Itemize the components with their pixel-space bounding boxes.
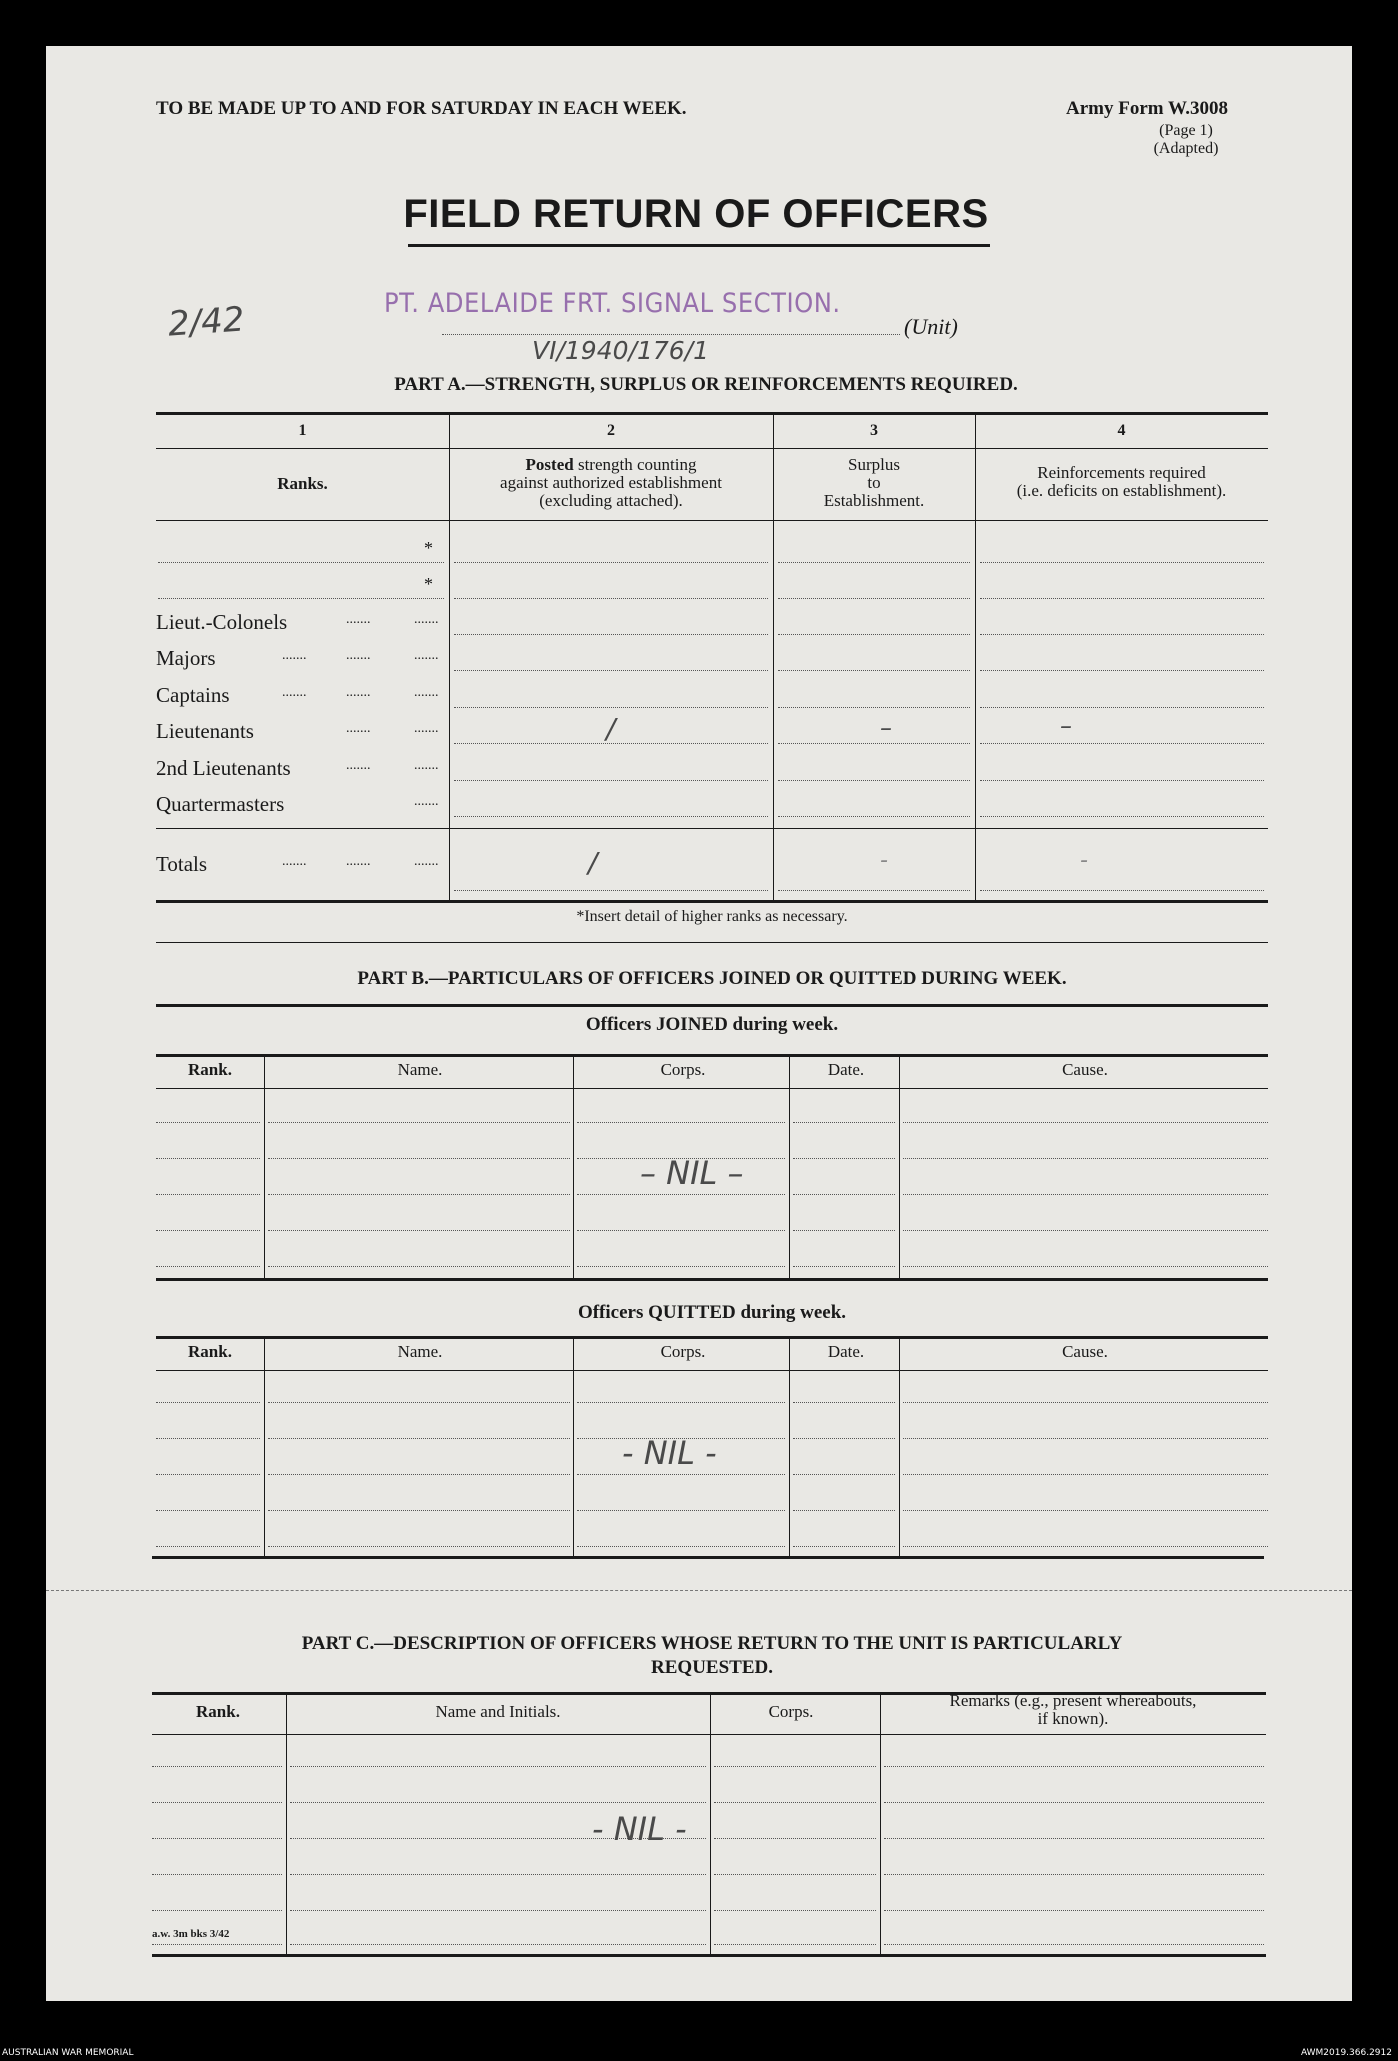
- reinforcements-header-line2: (i.e. deficits on establishment).: [1016, 481, 1227, 500]
- rank-dots: .......: [282, 648, 307, 663]
- dotted-row-line: [980, 780, 1264, 781]
- dotted-row-line: [778, 634, 970, 635]
- dotted-row-line: [793, 1510, 895, 1511]
- dotted-row-line: [903, 1266, 1268, 1267]
- part-c-col-rank: Rank.: [196, 1702, 240, 1721]
- dotted-row-line: [793, 1158, 895, 1159]
- part-c-header-rule: [152, 1734, 1266, 1735]
- dotted-row-line: [793, 1122, 895, 1123]
- page-label: (Page 1): [1159, 122, 1213, 139]
- dotted-row-line: [778, 780, 970, 781]
- col-number-1: 1: [298, 422, 307, 439]
- joined-col-rank: Rank.: [188, 1060, 232, 1079]
- reinforcements-header: [975, 464, 1268, 500]
- dotted-row-line: [454, 707, 768, 708]
- posted-header-line2: against authorized establishment: [500, 473, 722, 492]
- ranks-header: Ranks.: [277, 474, 328, 493]
- rank-dots: .......: [346, 612, 371, 627]
- joined-top-rule: [156, 1054, 1268, 1057]
- rank-dots: .......: [414, 612, 439, 627]
- joined-col-divider: [789, 1056, 790, 1278]
- dotted-row-line: [454, 780, 768, 781]
- dotted-row-line: [793, 1438, 895, 1439]
- quitted-title: Officers QUITTED during week.: [577, 1302, 847, 1323]
- dotted-row-line: [454, 634, 768, 635]
- quitted-col-divider: [789, 1338, 790, 1558]
- quitted-nil-entry: - NIL -: [622, 1434, 717, 1472]
- part-c-col-corps: Corps.: [768, 1702, 814, 1721]
- rank-lieutenants: Lieutenants: [156, 719, 254, 743]
- part-b-top-rule: [156, 1004, 1268, 1007]
- part-c-col-name: Name and Initials.: [435, 1702, 561, 1721]
- reinforcements-header-line1: Reinforcements required: [1037, 463, 1206, 482]
- dotted-row-line: [290, 1766, 706, 1767]
- unit-stamp: PT. ADELAIDE FRT. SIGNAL SECTION.: [384, 288, 841, 319]
- col-number-3: 3: [870, 422, 878, 439]
- star-row-line-1: [158, 562, 444, 563]
- dotted-row-line: [884, 1766, 1264, 1767]
- dotted-row-line: [980, 598, 1264, 599]
- archive-footer: [0, 2001, 1398, 2061]
- part-a-totals-rule: [156, 828, 1268, 829]
- rank-lieut-colonels: Lieut.-Colonels: [156, 610, 288, 634]
- joined-col-divider: [899, 1056, 900, 1278]
- footer-right: AWM2019.366.2912: [1300, 2048, 1392, 2058]
- dotted-row-line: [903, 1402, 1268, 1403]
- posted-header-bold: Posted: [525, 455, 574, 474]
- posted-header: [449, 456, 773, 510]
- quitted-col-name: Name.: [397, 1342, 443, 1361]
- dotted-row-line: [152, 1944, 282, 1945]
- dotted-row-line: [156, 1474, 260, 1475]
- dotted-row-line: [903, 1510, 1268, 1511]
- dotted-row-line: [714, 1944, 876, 1945]
- dotted-row-line: [778, 743, 970, 744]
- handwritten-number: 2/42: [166, 299, 246, 345]
- adapted-label: (Adapted): [1153, 140, 1219, 157]
- dotted-row-line: [577, 1230, 785, 1231]
- surplus-header-line3: Establishment.: [823, 491, 925, 510]
- dotted-row-line: [884, 1874, 1264, 1875]
- joined-nil-entry: – NIL –: [640, 1154, 744, 1192]
- quitted-col-divider: [899, 1338, 900, 1558]
- lieutenants-reinforcements-value: –: [1060, 712, 1072, 740]
- dotted-row-line: [903, 1194, 1268, 1195]
- dotted-row-line: [778, 707, 970, 708]
- form-paper: [46, 46, 1352, 2001]
- quitted-header-rule: [156, 1370, 1268, 1371]
- dotted-row-line: [980, 890, 1264, 891]
- unit-dotted-line: [442, 334, 900, 335]
- dotted-row-line: [577, 1546, 785, 1547]
- dotted-row-line: [454, 562, 768, 563]
- dotted-row-line: [980, 634, 1264, 635]
- rank-dots: .......: [346, 648, 371, 663]
- dotted-row-line: [268, 1438, 570, 1439]
- rank-dots: .......: [346, 721, 371, 736]
- rank-dots: .......: [346, 758, 371, 773]
- dotted-row-line: [290, 1802, 706, 1803]
- dotted-row-line: [268, 1266, 570, 1267]
- quitted-bottom-rule: [152, 1556, 1264, 1559]
- rank-majors: Majors: [156, 646, 216, 670]
- joined-col-name: Name.: [397, 1060, 443, 1079]
- dotted-row-line: [903, 1122, 1268, 1123]
- dotted-row-line: [268, 1122, 570, 1123]
- dotted-row-line: [454, 890, 768, 891]
- rank-dots: .......: [414, 721, 439, 736]
- dotted-row-line: [714, 1910, 876, 1911]
- dotted-row-line: [903, 1158, 1268, 1159]
- dotted-row-line: [884, 1944, 1264, 1945]
- joined-col-date: Date.: [827, 1060, 865, 1079]
- dotted-row-line: [980, 707, 1264, 708]
- quitted-col-cause: Cause.: [1062, 1342, 1108, 1361]
- dotted-row-line: [884, 1910, 1264, 1911]
- dotted-row-line: [152, 1802, 282, 1803]
- handwritten-ref: VI/1940/176/1: [532, 336, 709, 365]
- joined-header-rule: [156, 1088, 1268, 1089]
- part-b-title: PART B.—PARTICULARS OF OFFICERS JOINED OR QUITTED DURING WEEK.: [357, 968, 1067, 989]
- dotted-row-line: [793, 1474, 895, 1475]
- posted-header-line3: (excluding attached).: [539, 491, 683, 510]
- quitted-col-corps: Corps.: [660, 1342, 706, 1361]
- joined-col-cause: Cause.: [1062, 1060, 1108, 1079]
- dotted-row-line: [156, 1438, 260, 1439]
- unit-label: (Unit): [904, 314, 958, 339]
- part-a-top-rule: [156, 412, 1268, 415]
- dotted-row-line: [778, 816, 970, 817]
- joined-col-corps: Corps.: [660, 1060, 706, 1079]
- rank-quartermasters: Quartermasters: [156, 792, 285, 816]
- lieutenants-posted-value: /: [606, 712, 616, 745]
- dotted-row-line: [980, 670, 1264, 671]
- dotted-row-line: [577, 1474, 785, 1475]
- dotted-row-line: [290, 1944, 706, 1945]
- dotted-row-line: [714, 1766, 876, 1767]
- dotted-row-line: [577, 1122, 785, 1123]
- dotted-row-line: [152, 1766, 282, 1767]
- rank-captains: Captains: [156, 683, 230, 707]
- part-c-bottom-rule: [152, 1954, 1266, 1957]
- dotted-row-line: [980, 743, 1264, 744]
- rank-dots: .......: [414, 854, 439, 869]
- surplus-header-line2: to: [867, 473, 881, 492]
- rank-dots: .......: [414, 685, 439, 700]
- rank-dots: .......: [282, 685, 307, 700]
- lieutenants-surplus-value: –: [880, 714, 892, 742]
- dotted-row-line: [268, 1194, 570, 1195]
- dotted-row-line: [156, 1546, 260, 1547]
- dotted-row-line: [268, 1402, 570, 1403]
- dotted-row-line: [268, 1510, 570, 1511]
- dotted-row-line: [903, 1546, 1268, 1547]
- dotted-row-line: [980, 816, 1264, 817]
- dotted-row-line: [903, 1230, 1268, 1231]
- part-c-col-divider: [880, 1694, 881, 1954]
- dotted-row-line: [156, 1266, 260, 1267]
- page-title: FIELD RETURN OF OFFICERS: [403, 192, 989, 236]
- form-number: Army Form W.3008: [1066, 98, 1229, 119]
- part-c-col-remarks-line1: Remarks (e.g., present whereabouts,: [949, 1691, 1197, 1710]
- dotted-row-line: [156, 1402, 260, 1403]
- dotted-row-line: [290, 1874, 706, 1875]
- perforation-line: [46, 1590, 1352, 1591]
- dotted-row-line: [778, 670, 970, 671]
- rank-dots: .......: [414, 758, 439, 773]
- dotted-row-line: [980, 562, 1264, 563]
- dotted-row-line: [454, 816, 768, 817]
- dotted-row-line: [714, 1838, 876, 1839]
- col-number-2: 2: [607, 422, 615, 439]
- dotted-row-line: [884, 1838, 1264, 1839]
- joined-col-divider: [264, 1056, 265, 1278]
- dotted-row-line: [577, 1510, 785, 1511]
- dotted-row-line: [793, 1194, 895, 1195]
- footer-left: AUSTRALIAN WAR MEMORIAL: [2, 2048, 134, 2058]
- joined-col-divider: [573, 1056, 574, 1278]
- quitted-col-date: Date.: [827, 1342, 865, 1361]
- totals-label: Totals: [156, 852, 208, 876]
- part-a-title: PART A.—STRENGTH, SURPLUS OR REINFORCEMENTS REQUIRED.: [394, 374, 1018, 395]
- dotted-row-line: [156, 1510, 260, 1511]
- title-underline: [408, 244, 990, 247]
- part-c-title-line2: REQUESTED.: [651, 1657, 773, 1678]
- part-c-col-remarks: [880, 1692, 1266, 1728]
- surplus-header: [773, 456, 975, 510]
- dotted-row-line: [778, 562, 970, 563]
- totals-posted-value: /: [588, 846, 598, 879]
- dotted-row-line: [903, 1474, 1268, 1475]
- part-a-footnote: *Insert detail of higher ranks as necessary.: [576, 908, 848, 925]
- dotted-row-line: [152, 1838, 282, 1839]
- dotted-row-line: [577, 1402, 785, 1403]
- dotted-row-line: [778, 598, 970, 599]
- dotted-row-line: [268, 1546, 570, 1547]
- rank-dots: .......: [282, 854, 307, 869]
- part-c-col-divider: [710, 1694, 711, 1954]
- dotted-row-line: [268, 1230, 570, 1231]
- dotted-row-line: [156, 1194, 260, 1195]
- totals-reinforcements-value: -: [1080, 848, 1088, 873]
- part-a-footnote-rule: [156, 942, 1268, 943]
- header-instruction: TO BE MADE UP TO AND FOR SATURDAY IN EACH WEEK.: [156, 98, 687, 119]
- surplus-header-line1: Surplus: [848, 455, 900, 474]
- joined-title: Officers JOINED during week.: [585, 1014, 839, 1035]
- dotted-row-line: [152, 1910, 282, 1911]
- dotted-row-line: [793, 1402, 895, 1403]
- star-marker-1: *: [424, 538, 433, 558]
- dotted-row-line: [714, 1802, 876, 1803]
- posted-header-line1: strength counting: [573, 455, 697, 474]
- totals-surplus-value: -: [880, 848, 888, 873]
- dotted-row-line: [152, 1874, 282, 1875]
- rank-2nd-lieutenants: 2nd Lieutenants: [156, 756, 291, 780]
- dotted-row-line: [268, 1158, 570, 1159]
- dotted-row-line: [793, 1230, 895, 1231]
- dotted-row-line: [290, 1910, 706, 1911]
- col-number-4: 4: [1117, 422, 1126, 439]
- part-c-nil-entry: - NIL -: [592, 1810, 687, 1848]
- quitted-col-divider: [573, 1338, 574, 1558]
- dotted-row-line: [156, 1122, 260, 1123]
- dotted-row-line: [577, 1266, 785, 1267]
- dotted-row-line: [714, 1874, 876, 1875]
- dotted-row-line: [454, 598, 768, 599]
- dotted-row-line: [884, 1802, 1264, 1803]
- dotted-row-line: [793, 1266, 895, 1267]
- dotted-row-line: [156, 1230, 260, 1231]
- rank-dots: .......: [346, 854, 371, 869]
- rank-dots: .......: [346, 685, 371, 700]
- quitted-col-rank: Rank.: [188, 1342, 232, 1361]
- star-marker-2: *: [424, 574, 433, 594]
- rank-dots: .......: [414, 794, 439, 809]
- part-a-bottom-rule: [156, 900, 1268, 903]
- part-a-header-rule: [156, 520, 1268, 521]
- part-c-col-divider: [286, 1694, 287, 1954]
- part-c-title: [156, 1632, 1268, 1680]
- part-a-number-rule: [156, 448, 1268, 449]
- quitted-col-divider: [264, 1338, 265, 1558]
- part-c-title-line1: PART C.—DESCRIPTION OF OFFICERS WHOSE RETURN TO THE UNIT IS PARTICULARLY: [301, 1633, 1123, 1654]
- print-code: a.w. 3m bks 3/42: [152, 1928, 230, 1940]
- dotted-row-line: [903, 1438, 1268, 1439]
- star-row-line-2: [158, 598, 444, 599]
- dotted-row-line: [793, 1546, 895, 1547]
- quitted-top-rule: [156, 1336, 1268, 1339]
- dotted-row-line: [156, 1158, 260, 1159]
- rank-dots: .......: [414, 648, 439, 663]
- joined-bottom-rule: [156, 1278, 1268, 1281]
- dotted-row-line: [268, 1474, 570, 1475]
- part-c-col-remarks-line2: if known).: [1037, 1709, 1109, 1728]
- dotted-row-line: [454, 670, 768, 671]
- dotted-row-line: [778, 890, 970, 891]
- dotted-row-line: [577, 1194, 785, 1195]
